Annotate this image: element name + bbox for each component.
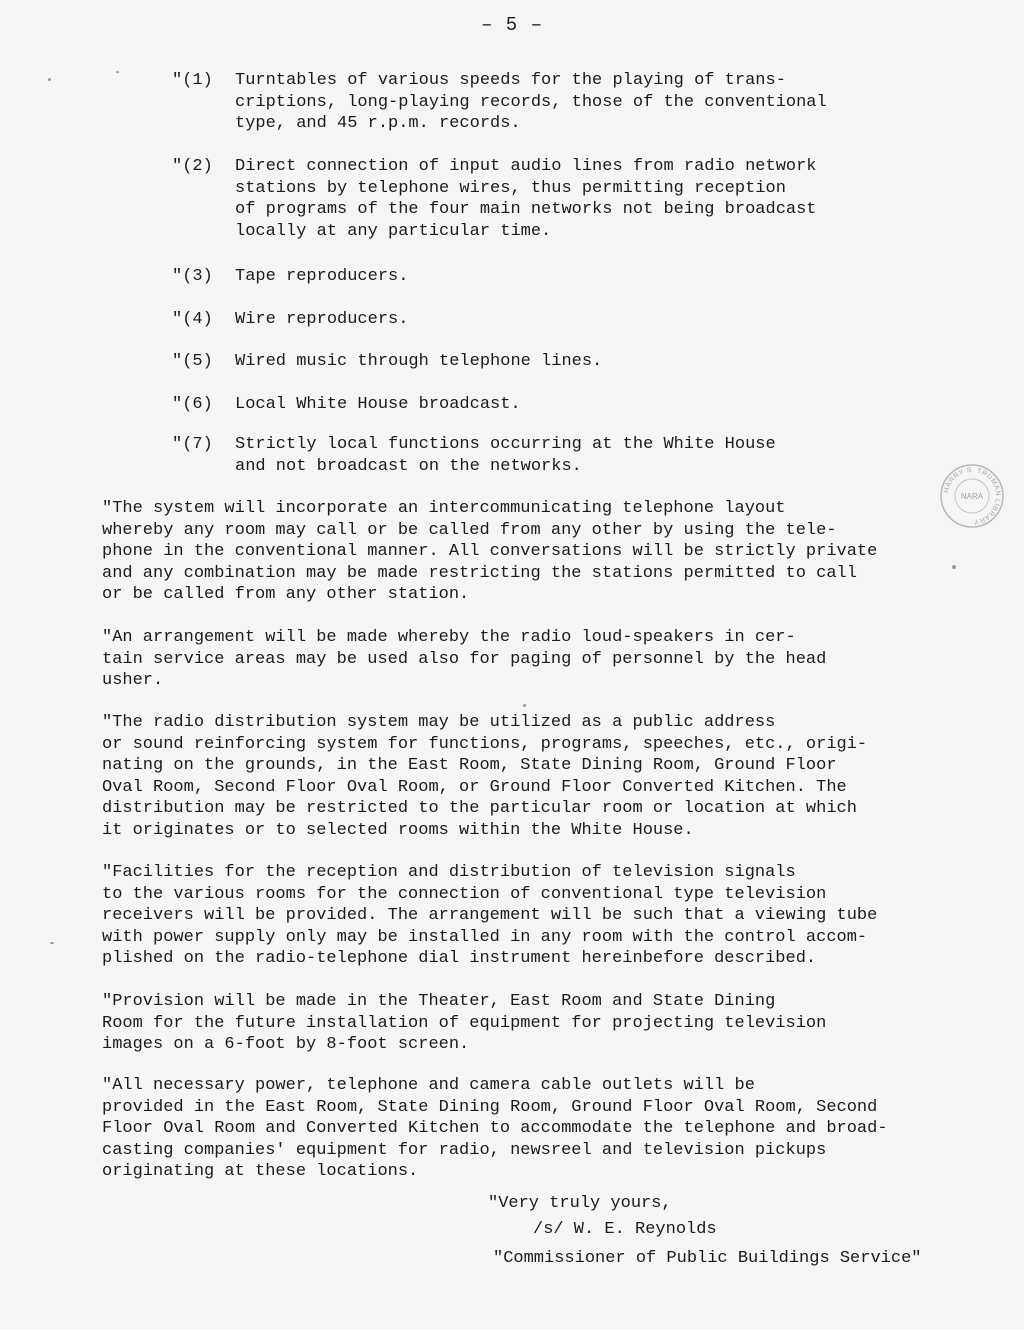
paragraph-cable-outlets: "All necessary power, telephone and camera cable outlets will be provided in the East Room, State Dining Room, Ground Floor Oval Room, Second Floor Oval Room and Converted Kitchen to accommodate the telephone and broad- casting companies' equipment for radio, newsreel and television pickups originating at these locations. <box>102 1076 888 1182</box>
list-item-text: Local White House broadcast. <box>235 395 521 414</box>
page-number: – 5 – <box>480 14 543 36</box>
paragraph-public-address: "The radio distribution system may be utilized as a public address or sound reinforcing system for functions, programs, speeches, etc., origi- nating on the grounds, in the East Room, State Dining Room, Ground Floor Oval Room, Second Floor Oval Room, or Ground Floor Converted Kitchen. The distribution may be restricted to the particular room or location at which it originates or to selected rooms within the White House. <box>102 713 868 840</box>
list-item-2 <box>172 156 892 242</box>
list-item-4 <box>172 309 892 331</box>
list-item-text: Turntables of various speeds for the playing of trans- criptions, long-playing records, those of the conventional type, and 45 r.p.m. records. <box>235 71 827 134</box>
paper-speck <box>50 942 54 944</box>
stamp-inner-text: NARA <box>960 492 984 501</box>
list-item-number: "(7) <box>172 435 213 454</box>
stamp-outer-text: HARRY S. TRUMAN LIBRARY <box>943 466 1002 526</box>
list-item-text: Wire reproducers. <box>235 310 409 329</box>
list-item-number: "(2) <box>172 157 213 176</box>
list-item-3 <box>172 266 892 288</box>
paragraph-television: "Facilities for the reception and distribution of television signals to the various rooms for the connection of conventional type television receivers will be provided. The arrangement will be such that a viewing tube with power supply only may be installed in any room with the control accom- plished on the radio-telephone dial instrument hereinbefore described. <box>102 863 878 969</box>
list-item-5 <box>172 351 892 373</box>
signature: /s/ W. E. Reynolds <box>533 1220 717 1239</box>
list-item-number: "(3) <box>172 267 213 286</box>
list-item-1 <box>172 70 892 135</box>
paper-speck <box>952 565 956 569</box>
library-stamp <box>937 461 1007 531</box>
paper-speck <box>523 704 526 707</box>
paragraph-paging: "An arrangement will be made whereby the radio loud-speakers in cer- tain service areas may be used also for paging of personnel by the head usher. <box>102 628 827 691</box>
list-item-6 <box>172 394 892 416</box>
list-item-number: "(1) <box>172 71 213 90</box>
list-item-7 <box>172 434 892 477</box>
paper-speck <box>48 78 51 81</box>
paper-speck <box>116 71 119 73</box>
list-item-number: "(5) <box>172 352 213 371</box>
list-item-text: Wired music through telephone lines. <box>235 352 603 371</box>
list-item-text: Strictly local functions occurring at the White House and not broadcast on the networks. <box>235 435 776 476</box>
paragraph-projection: "Provision will be made in the Theater, East Room and State Dining Room for the future installation of equipment for projecting television images on a 6-foot by 8-foot screen. <box>102 992 827 1055</box>
list-item-number: "(4) <box>172 310 213 329</box>
list-item-text: Tape reproducers. <box>235 267 409 286</box>
closing-salutation: "Very truly yours, <box>488 1194 672 1213</box>
list-item-text: Direct connection of input audio lines from radio network stations by telephone wires, thus permitting reception of programs of the four main networks not being broadcast locally at any particular time. <box>235 157 817 241</box>
paragraph-intercom: "The system will incorporate an intercommunicating telephone layout whereby any room may call or be called from any other by using the tele- phone in the conventional manner. All conversations will be strictly private and any combination may be made restricting the stations permitted to call or be called from any other station. <box>102 499 878 605</box>
list-item-number: "(6) <box>172 395 213 414</box>
signer-title: "Commissioner of Public Buildings Service" <box>493 1249 922 1268</box>
